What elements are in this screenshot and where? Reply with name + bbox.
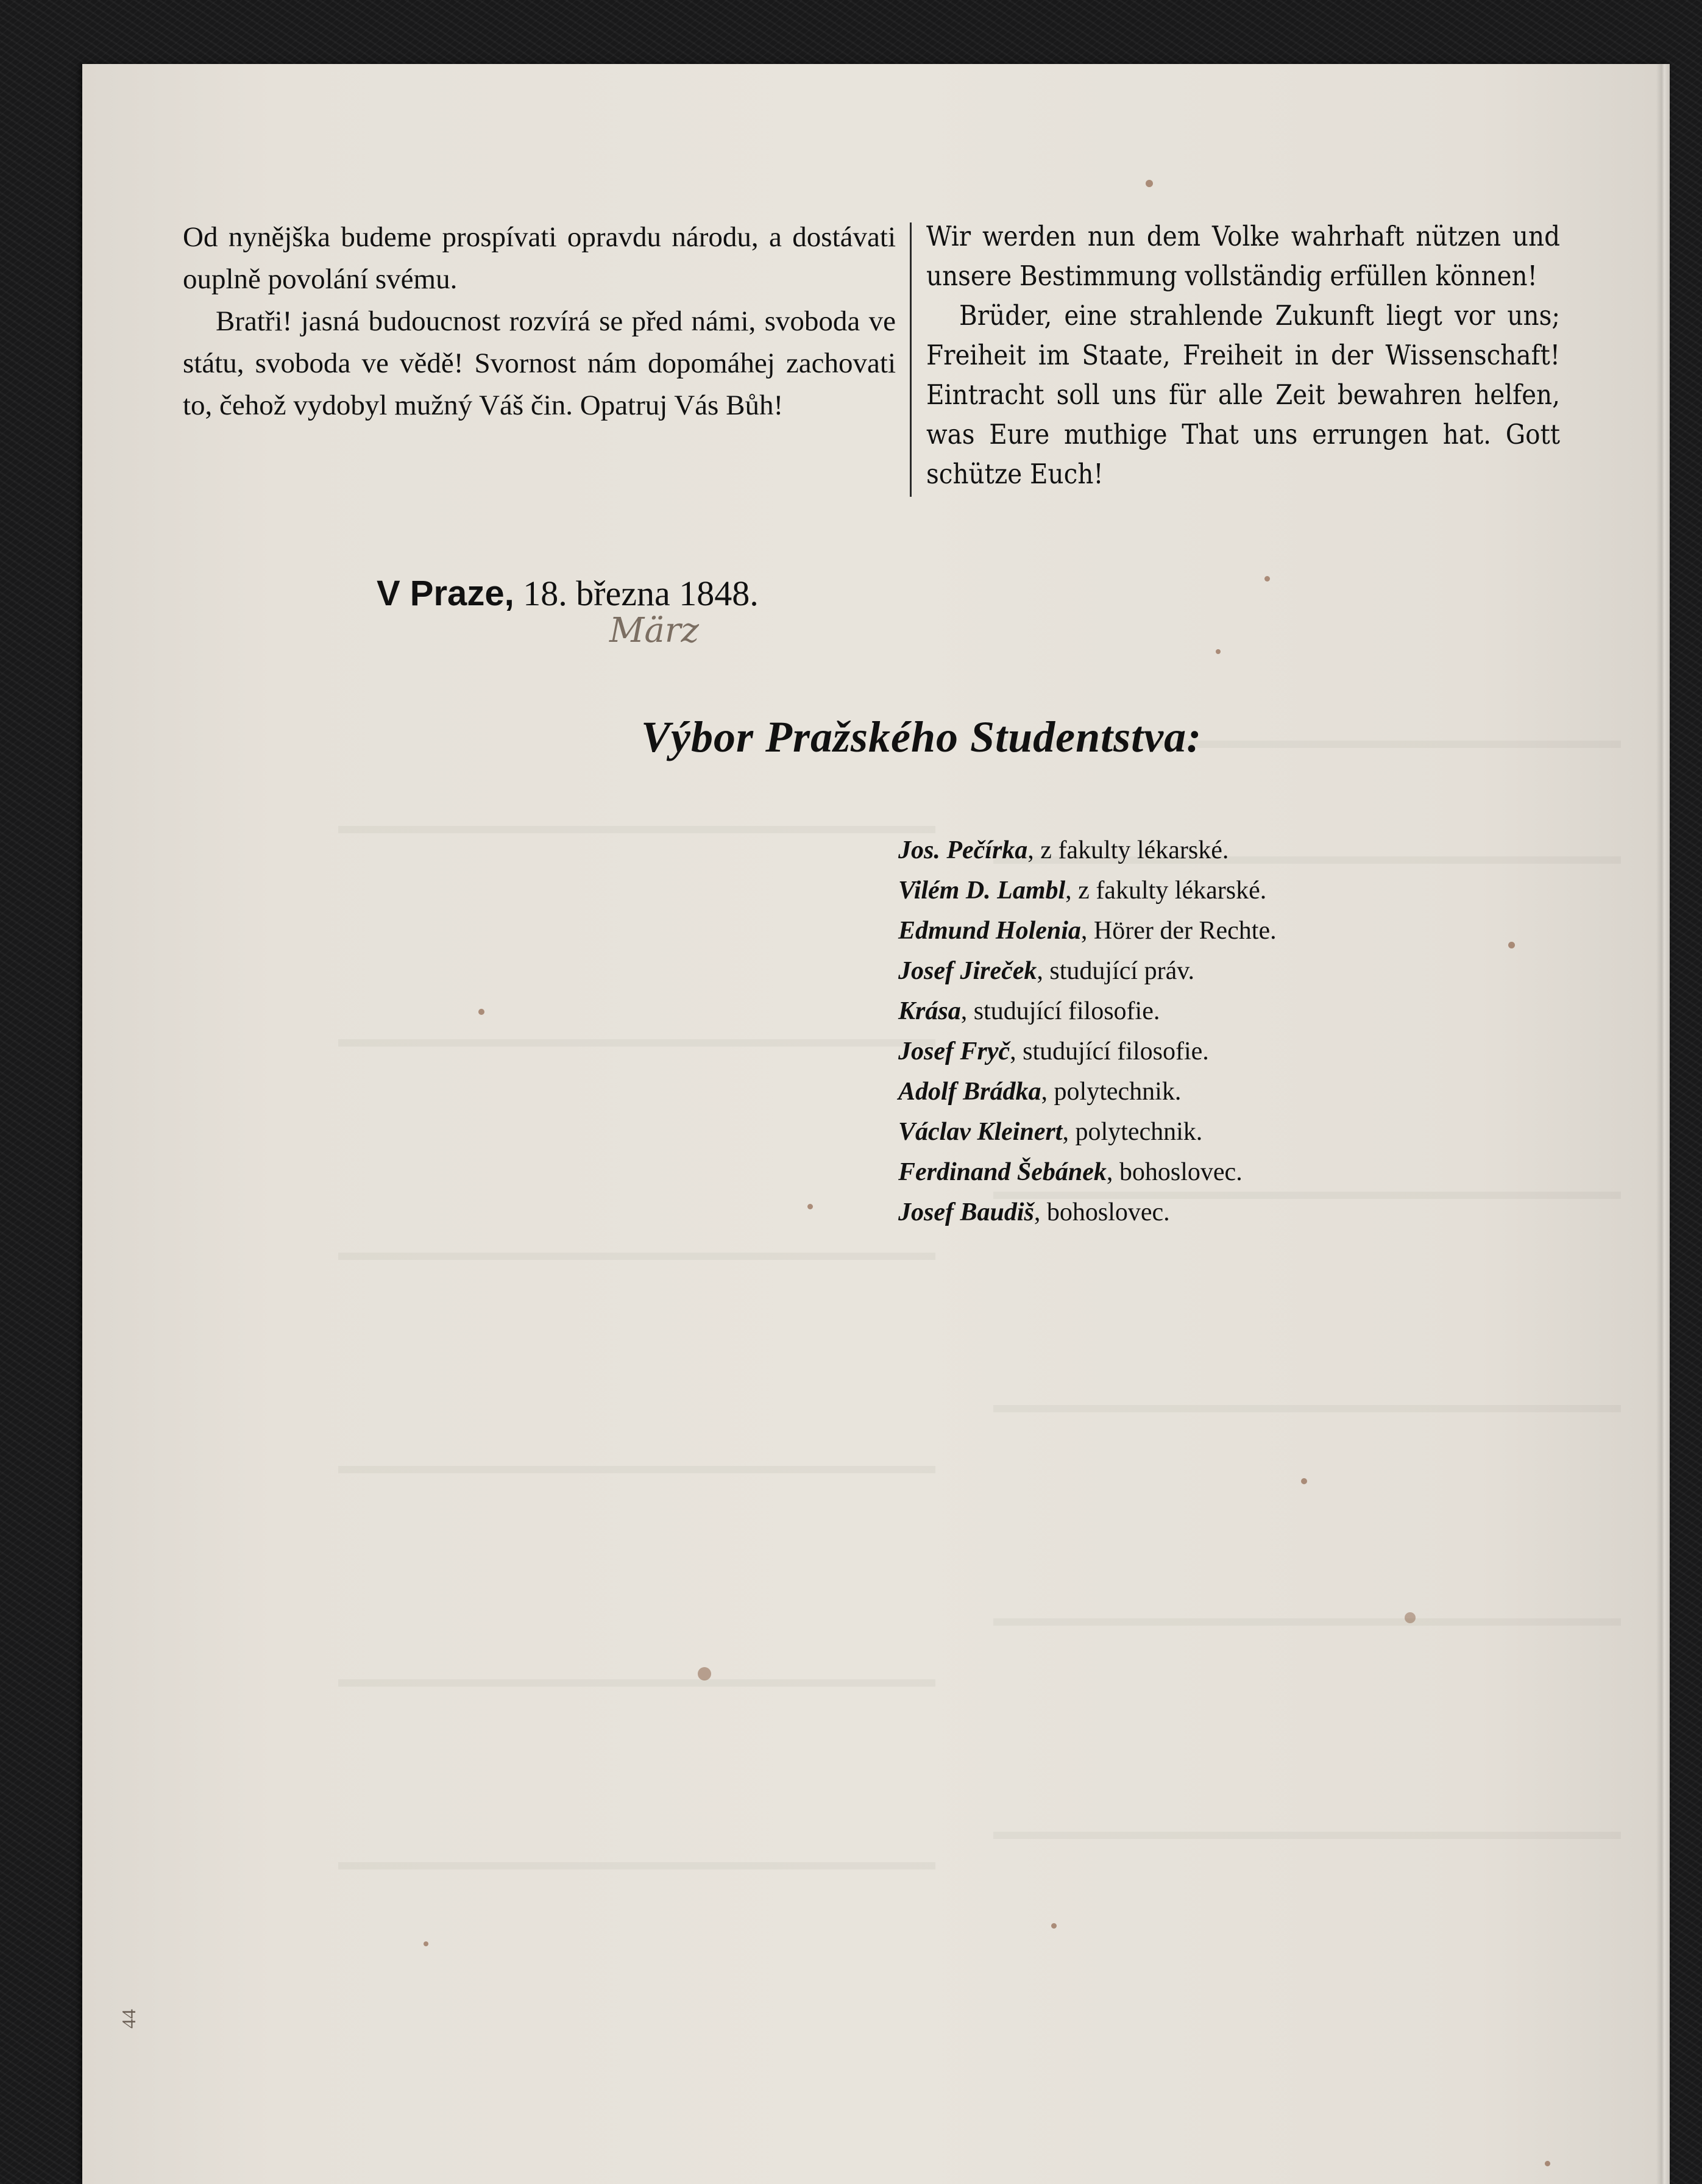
german-text-column (926, 216, 1560, 494)
czech-text-column (183, 216, 896, 427)
foxing-spot (478, 1009, 484, 1015)
bleed-through-line (338, 1253, 935, 1260)
member-entry (898, 951, 1277, 991)
bleed-through-line (338, 1679, 935, 1687)
czech-paragraph: Bratři! jasná budoucnost rozvírá se před námi, svoboda ve státu, svoboda ve vědě! Svornost nám dopomáhej zachovati to, čehož vydobyl mužný Váš čin. Opatruj Vás Bůh! (183, 305, 896, 421)
member-role: , bohoslovec. (1106, 1158, 1243, 1186)
member-entry (898, 991, 1277, 1031)
member-role: , Hörer der Rechte. (1080, 917, 1277, 945)
foxing-spot (1264, 576, 1270, 582)
foxing-spot (807, 1204, 813, 1209)
bleed-through-line (338, 1862, 935, 1869)
handwritten-annotation: März (609, 611, 699, 650)
bleed-through-line (338, 1466, 935, 1473)
member-name: Vilém D. Lambl (898, 877, 1066, 905)
member-role: , bohoslovec. (1034, 1198, 1170, 1226)
member-entry (898, 1112, 1277, 1152)
bleed-through-line (993, 1618, 1621, 1626)
bleed-through-line (338, 1039, 935, 1047)
committee-title: Výbor Pražského Studentstva: (641, 713, 1202, 761)
foxing-spot (1508, 942, 1515, 948)
member-name: Edmund Holenia (898, 917, 1081, 945)
foxing-spot (1545, 2161, 1550, 2166)
member-entry (898, 1031, 1277, 1072)
bleed-through-line (993, 1405, 1621, 1412)
member-name: Ferdinand Šebánek (898, 1158, 1107, 1186)
member-list (898, 830, 1277, 1233)
bleed-through-line (993, 1832, 1621, 1839)
date-line (377, 573, 759, 614)
foxing-spot (1216, 649, 1221, 654)
member-role: , polytechnik. (1041, 1078, 1182, 1106)
czech-paragraph: Od nynějška budeme prospívati opravdu národu, a dostávati ouplně povolání svému. (183, 221, 896, 295)
member-role: , polytechnik. (1062, 1118, 1203, 1146)
member-entry (898, 870, 1277, 911)
member-name: Josef Baudiš (898, 1198, 1034, 1226)
page-fold-shadow (1656, 64, 1670, 2184)
member-name: Josef Jireček (898, 957, 1037, 985)
member-entry (898, 1192, 1277, 1233)
member-name: Adolf Brádka (898, 1078, 1041, 1106)
member-role: , studující práv. (1037, 957, 1194, 985)
german-paragraph: Brüder, eine strahlende Zukunft liegt vor uns; Freiheit im Staate, Freiheit in der Wissenschaft! Eintracht soll uns für alle Zeit bewahren helfen, was Eure muthige That uns errungen hat. Gott schütze Euch! (926, 299, 1560, 490)
date-place: V Praze, (377, 574, 514, 613)
member-role: , studující filosofie. (1010, 1037, 1209, 1065)
bleed-through-line (338, 826, 935, 833)
member-entry (898, 1072, 1277, 1112)
member-role: , z fakulty lékarské. (1065, 877, 1267, 905)
member-entry (898, 911, 1277, 951)
member-name: Krása (898, 997, 961, 1025)
foxing-spot (1051, 1923, 1057, 1929)
member-role: , studující filosofie. (960, 997, 1160, 1025)
foxing-spot (1405, 1612, 1416, 1623)
foxing-spot (698, 1667, 711, 1681)
margin-pencil-mark: 44 (118, 2009, 140, 2029)
date-value: 18. března 1848. (523, 574, 759, 613)
member-name: Jos. Pečírka (898, 836, 1028, 864)
foxing-spot (424, 1941, 428, 1946)
foxing-spot (1301, 1478, 1307, 1484)
foxing-spot (1146, 180, 1153, 187)
member-role: , z fakulty lékarské. (1027, 836, 1229, 864)
member-entry (898, 830, 1277, 870)
member-entry (898, 1152, 1277, 1192)
member-name: Václav Kleinert (898, 1118, 1063, 1146)
german-paragraph: Wir werden nun dem Volke wahrhaft nützen und unsere Bestimmung vollständig erfüllen können! (926, 220, 1560, 292)
member-name: Josef Fryč (898, 1037, 1010, 1065)
column-divider (910, 222, 912, 497)
